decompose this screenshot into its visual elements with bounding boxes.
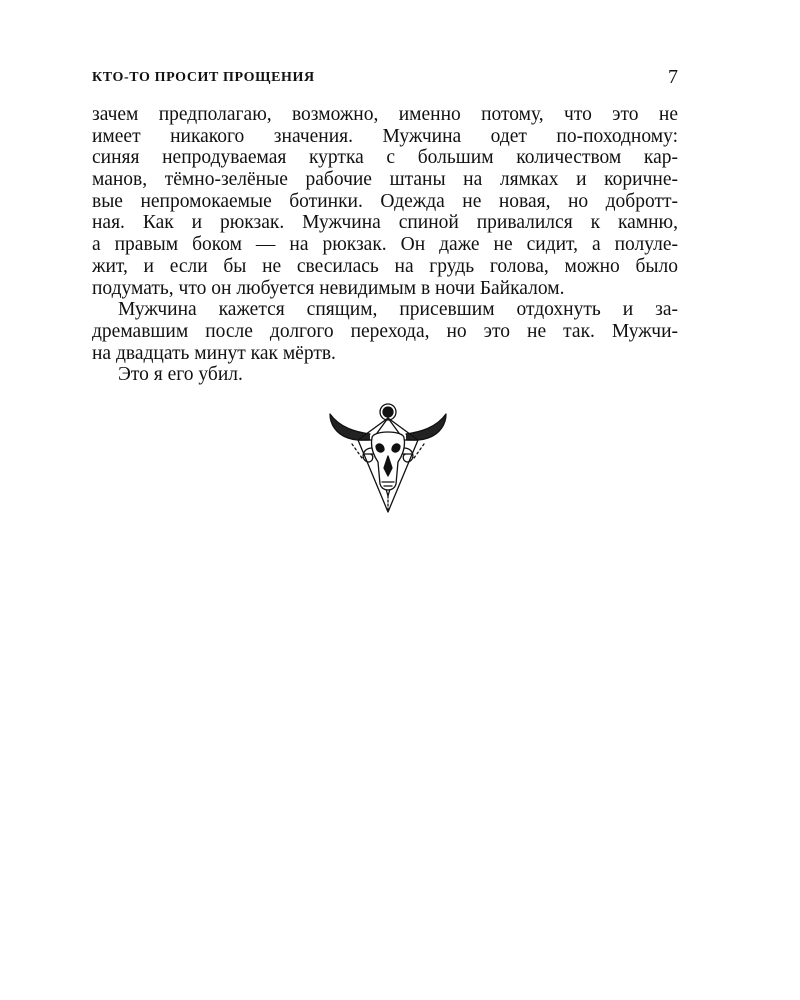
running-head [92, 66, 678, 94]
text-line: вые непромокаемые ботинки. Одежда не новая, но добротт- [92, 190, 678, 212]
text-line: на двадцать минут как мёртв. [92, 342, 336, 364]
text-line: а правым боком — на рюкзак. Он даже не сидит, а полуле- [92, 234, 678, 256]
text-line: зачем предполагаю, возможно, именно потому, что это не [92, 104, 678, 125]
text-line: имеет никакого значения. Мужчина одет по-походному: [92, 125, 678, 147]
text-line: дремавшим после долгого перехода, но это не так. Мужчи- [92, 320, 678, 342]
running-title: КТО-ТО ПРОСИТ ПРОЩЕНИЯ [92, 70, 315, 85]
body-text [92, 104, 678, 386]
text-line: подумать, что он любуется невидимым в ночи Байкалом. [92, 277, 565, 299]
page-number: 7 [668, 66, 678, 88]
text-line: синяя непродуваемая куртка с большим количеством кар- [92, 147, 678, 169]
text-line: Это я его убил. [118, 364, 243, 386]
bull-skull-ornament-icon [322, 400, 454, 516]
text-line: манов, тёмно-зелёные рабочие штаны на лямках и коричне- [92, 169, 678, 191]
text-line: Мужчина кажется спящим, присевшим отдохнуть и за- [118, 299, 678, 321]
text-line: жит, и если бы не свесилась на грудь голова, можно было [92, 255, 678, 277]
text-line: ная. Как и рюкзак. Мужчина спиной привалился к камню, [92, 212, 678, 234]
